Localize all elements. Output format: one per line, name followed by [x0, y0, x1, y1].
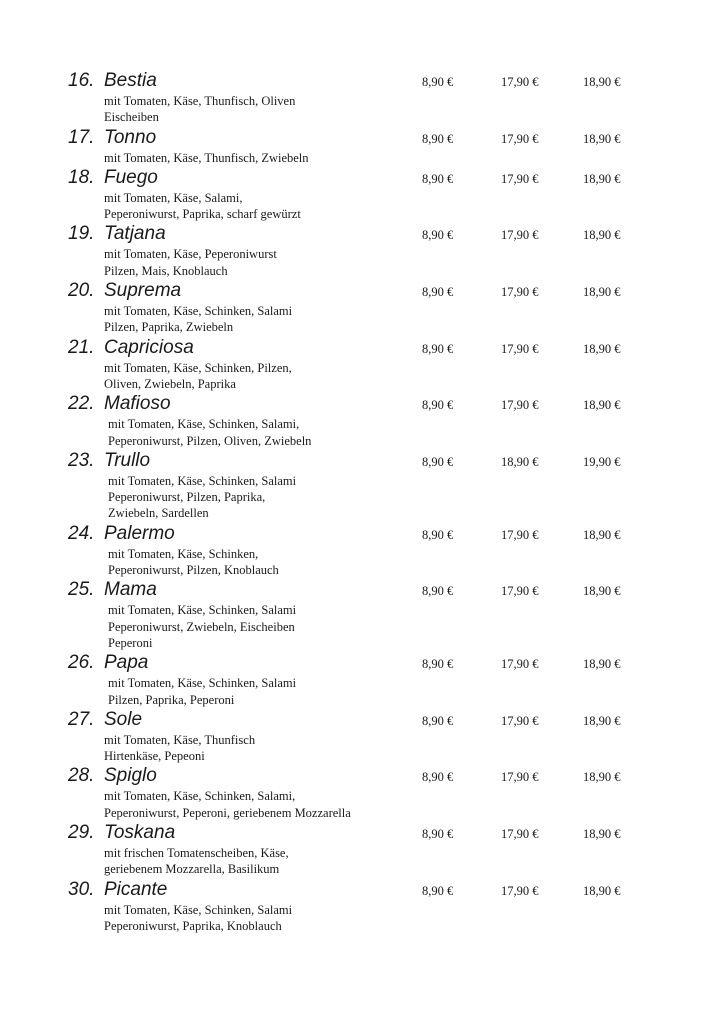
- menu-item: [0, 651, 724, 708]
- menu-item-number: 20.: [68, 280, 95, 302]
- price-large: 18,90 €: [583, 398, 621, 413]
- menu-item-name: Tonno: [104, 126, 157, 148]
- menu-item-description: [0, 788, 724, 821]
- menu-item: [0, 522, 724, 579]
- price-small: 8,90 €: [422, 131, 454, 146]
- price-large: 18,90 €: [583, 171, 621, 186]
- menu-item: [0, 578, 724, 651]
- description-line: Oliven, Zwiebeln, Paprika: [104, 376, 236, 391]
- price-large: 18,90 €: [583, 341, 621, 356]
- description-line: mit Tomaten, Käse, Salami,: [104, 190, 243, 205]
- menu-item: [0, 449, 724, 522]
- description-line: Peperoniwurst, Peperoni, geriebenem Mozzarella: [104, 805, 351, 820]
- description-line: Eischeiben: [104, 110, 159, 125]
- price-medium: 17,90 €: [501, 657, 539, 672]
- menu-item-number: 16.: [68, 70, 95, 91]
- price-large: 18,90 €: [583, 883, 621, 898]
- menu-item-name: Fuego: [104, 166, 158, 188]
- menu-item-title-row: [0, 392, 724, 416]
- menu-item-name: Suprema: [104, 280, 182, 302]
- price-medium: 17,90 €: [501, 398, 539, 413]
- menu-item-number: 18.: [68, 166, 95, 188]
- menu-item-title-row: [0, 578, 724, 602]
- menu-item-name: Papa: [104, 652, 149, 674]
- menu-item-title-row: [0, 522, 724, 546]
- description-line: mit Tomaten, Käse, Schinken, Salami,: [108, 417, 300, 432]
- menu-item-description: [0, 150, 724, 166]
- description-line: mit Tomaten, Käse, Peperoniwurst: [104, 247, 277, 262]
- description-line: Pilzen, Paprika, Peperoni: [108, 692, 235, 707]
- price-small: 8,90 €: [422, 171, 454, 186]
- price-medium: 17,90 €: [501, 228, 539, 243]
- menu-item-title-row: [0, 821, 724, 845]
- menu-item-title-row: [0, 708, 724, 732]
- price-small: 8,90 €: [422, 527, 454, 542]
- menu-item-title-row: [0, 449, 724, 473]
- price-large: 18,90 €: [583, 713, 621, 728]
- price-medium: 18,90 €: [501, 454, 539, 469]
- description-line: mit Tomaten, Käse, Thunfisch: [104, 732, 256, 747]
- menu-item-name: Trullo: [104, 449, 151, 471]
- menu-item: [0, 708, 724, 765]
- pizza-menu-list: [0, 69, 724, 934]
- price-small: 8,90 €: [422, 285, 454, 300]
- description-line: Peperoniwurst, Paprika, scharf gewürzt: [104, 207, 301, 222]
- description-line: mit Tomaten, Käse, Schinken, Salami: [104, 902, 293, 917]
- menu-item-description: [0, 360, 724, 393]
- description-line: mit Tomaten, Käse, Schinken, Salami: [108, 603, 297, 618]
- price-large: 18,90 €: [583, 285, 621, 300]
- menu-item-name: Palermo: [104, 522, 175, 544]
- description-line: mit Tomaten, Käse, Thunfisch, Oliven: [104, 94, 296, 108]
- price-medium: 17,90 €: [501, 584, 539, 599]
- description-line: geriebenem Mozzarella, Basilikum: [104, 862, 280, 877]
- description-line: mit Tomaten, Käse, Schinken, Salami,: [104, 789, 296, 804]
- price-small: 8,90 €: [422, 827, 454, 842]
- description-line: Hirtenkäse, Pepeoni: [104, 749, 205, 764]
- menu-item-name: Picante: [104, 878, 168, 900]
- description-line: mit Tomaten, Käse, Schinken, Salami: [108, 473, 297, 488]
- menu-item-description: [0, 303, 724, 336]
- price-medium: 17,90 €: [501, 527, 539, 542]
- menu-item-title-row: [0, 166, 724, 190]
- menu-item-name: Bestia: [104, 70, 157, 91]
- menu-item-number: 22.: [68, 393, 95, 415]
- menu-item: [0, 392, 724, 449]
- menu-item-description: [0, 416, 724, 449]
- menu-item-number: 24.: [68, 522, 95, 544]
- description-line: mit Tomaten, Käse, Schinken, Pilzen,: [104, 360, 292, 375]
- menu-item-number: 29.: [68, 822, 95, 844]
- price-large: 18,90 €: [583, 131, 621, 146]
- menu-item: [0, 764, 724, 821]
- description-line: Peperoniwurst, Pilzen, Oliven, Zwiebeln: [108, 433, 312, 448]
- price-medium: 17,90 €: [501, 770, 539, 785]
- price-medium: 17,90 €: [501, 131, 539, 146]
- menu-item-number: 30.: [68, 878, 95, 900]
- menu-item-description: [0, 93, 724, 126]
- price-large: 18,90 €: [583, 75, 621, 89]
- price-small: 8,90 €: [422, 75, 454, 89]
- menu-item-number: 25.: [68, 579, 95, 601]
- menu-item-number: 26.: [68, 652, 95, 674]
- menu-item-description: [0, 473, 724, 522]
- menu-item-description: [0, 732, 724, 765]
- description-line: Pilzen, Paprika, Zwiebeln: [104, 320, 234, 335]
- price-medium: 17,90 €: [501, 285, 539, 300]
- menu-item: [0, 821, 724, 878]
- menu-item-title-row: [0, 764, 724, 788]
- menu-item-description: [0, 190, 724, 223]
- menu-item-description: [0, 602, 724, 651]
- menu-item-title-row: [0, 279, 724, 303]
- menu-item-title-row: [0, 69, 724, 93]
- menu-item-number: 19.: [68, 223, 95, 245]
- price-small: 8,90 €: [422, 584, 454, 599]
- price-medium: 17,90 €: [501, 341, 539, 356]
- menu-item-description: [0, 246, 724, 279]
- price-small: 8,90 €: [422, 883, 454, 898]
- menu-item: [0, 166, 724, 223]
- description-line: Peperoniwurst, Paprika, Knoblauch: [104, 918, 282, 933]
- price-small: 8,90 €: [422, 657, 454, 672]
- menu-item-title-row: [0, 222, 724, 246]
- price-large: 18,90 €: [583, 827, 621, 842]
- price-small: 8,90 €: [422, 770, 454, 785]
- menu-item-number: 17.: [68, 126, 95, 148]
- menu-item-description: [0, 546, 724, 579]
- menu-item-name: Tatjana: [104, 223, 166, 245]
- menu-item-name: Spiglo: [104, 765, 157, 787]
- menu-item-number: 21.: [68, 336, 95, 358]
- price-medium: 17,90 €: [501, 171, 539, 186]
- description-line: Peperoniwurst, Pilzen, Paprika,: [108, 490, 266, 505]
- price-medium: 17,90 €: [501, 713, 539, 728]
- menu-item-title-row: [0, 126, 724, 150]
- price-large: 19,90 €: [583, 454, 621, 469]
- menu-item: [0, 69, 724, 126]
- menu-item: [0, 336, 724, 393]
- price-small: 8,90 €: [422, 398, 454, 413]
- menu-item-title-row: [0, 878, 724, 902]
- price-small: 8,90 €: [422, 454, 454, 469]
- menu-item-name: Mafioso: [104, 393, 171, 415]
- price-small: 8,90 €: [422, 713, 454, 728]
- menu-item-description: [0, 845, 724, 878]
- menu-item-description: [0, 675, 724, 708]
- menu-item-description: [0, 902, 724, 935]
- price-small: 8,90 €: [422, 228, 454, 243]
- description-line: Peperoni: [108, 635, 153, 650]
- menu-item-number: 28.: [68, 765, 95, 787]
- menu-item-number: 23.: [68, 449, 95, 471]
- price-small: 8,90 €: [422, 341, 454, 356]
- menu-item-name: Toskana: [104, 822, 176, 844]
- description-line: mit frischen Tomatenscheiben, Käse,: [104, 846, 289, 861]
- price-medium: 17,90 €: [501, 75, 539, 89]
- menu-item-title-row: [0, 336, 724, 360]
- menu-item-name: Sole: [104, 708, 143, 730]
- description-line: Peperoniwurst, Zwiebeln, Eischeiben: [108, 619, 295, 634]
- description-line: mit Tomaten, Käse, Schinken,: [108, 546, 259, 561]
- menu-item: [0, 126, 724, 166]
- menu-item-name: Mama: [104, 579, 157, 601]
- price-medium: 17,90 €: [501, 827, 539, 842]
- menu-item-name: Capriciosa: [104, 336, 194, 358]
- price-medium: 17,90 €: [501, 883, 539, 898]
- description-line: Peperoniwurst, Pilzen, Knoblauch: [108, 563, 279, 578]
- menu-item-title-row: [0, 651, 724, 675]
- price-large: 18,90 €: [583, 527, 621, 542]
- description-line: mit Tomaten, Käse, Schinken, Salami: [108, 676, 297, 691]
- price-large: 18,90 €: [583, 228, 621, 243]
- description-line: Zwiebeln, Sardellen: [108, 506, 209, 521]
- menu-item-number: 27.: [68, 708, 95, 730]
- price-large: 18,90 €: [583, 657, 621, 672]
- menu-item: [0, 878, 724, 935]
- menu-item: [0, 279, 724, 336]
- description-line: Pilzen, Mais, Knoblauch: [104, 263, 228, 278]
- description-line: mit Tomaten, Käse, Thunfisch, Zwiebeln: [104, 150, 309, 165]
- description-line: mit Tomaten, Käse, Schinken, Salami: [104, 304, 293, 319]
- price-large: 18,90 €: [583, 584, 621, 599]
- menu-item: [0, 222, 724, 279]
- price-large: 18,90 €: [583, 770, 621, 785]
